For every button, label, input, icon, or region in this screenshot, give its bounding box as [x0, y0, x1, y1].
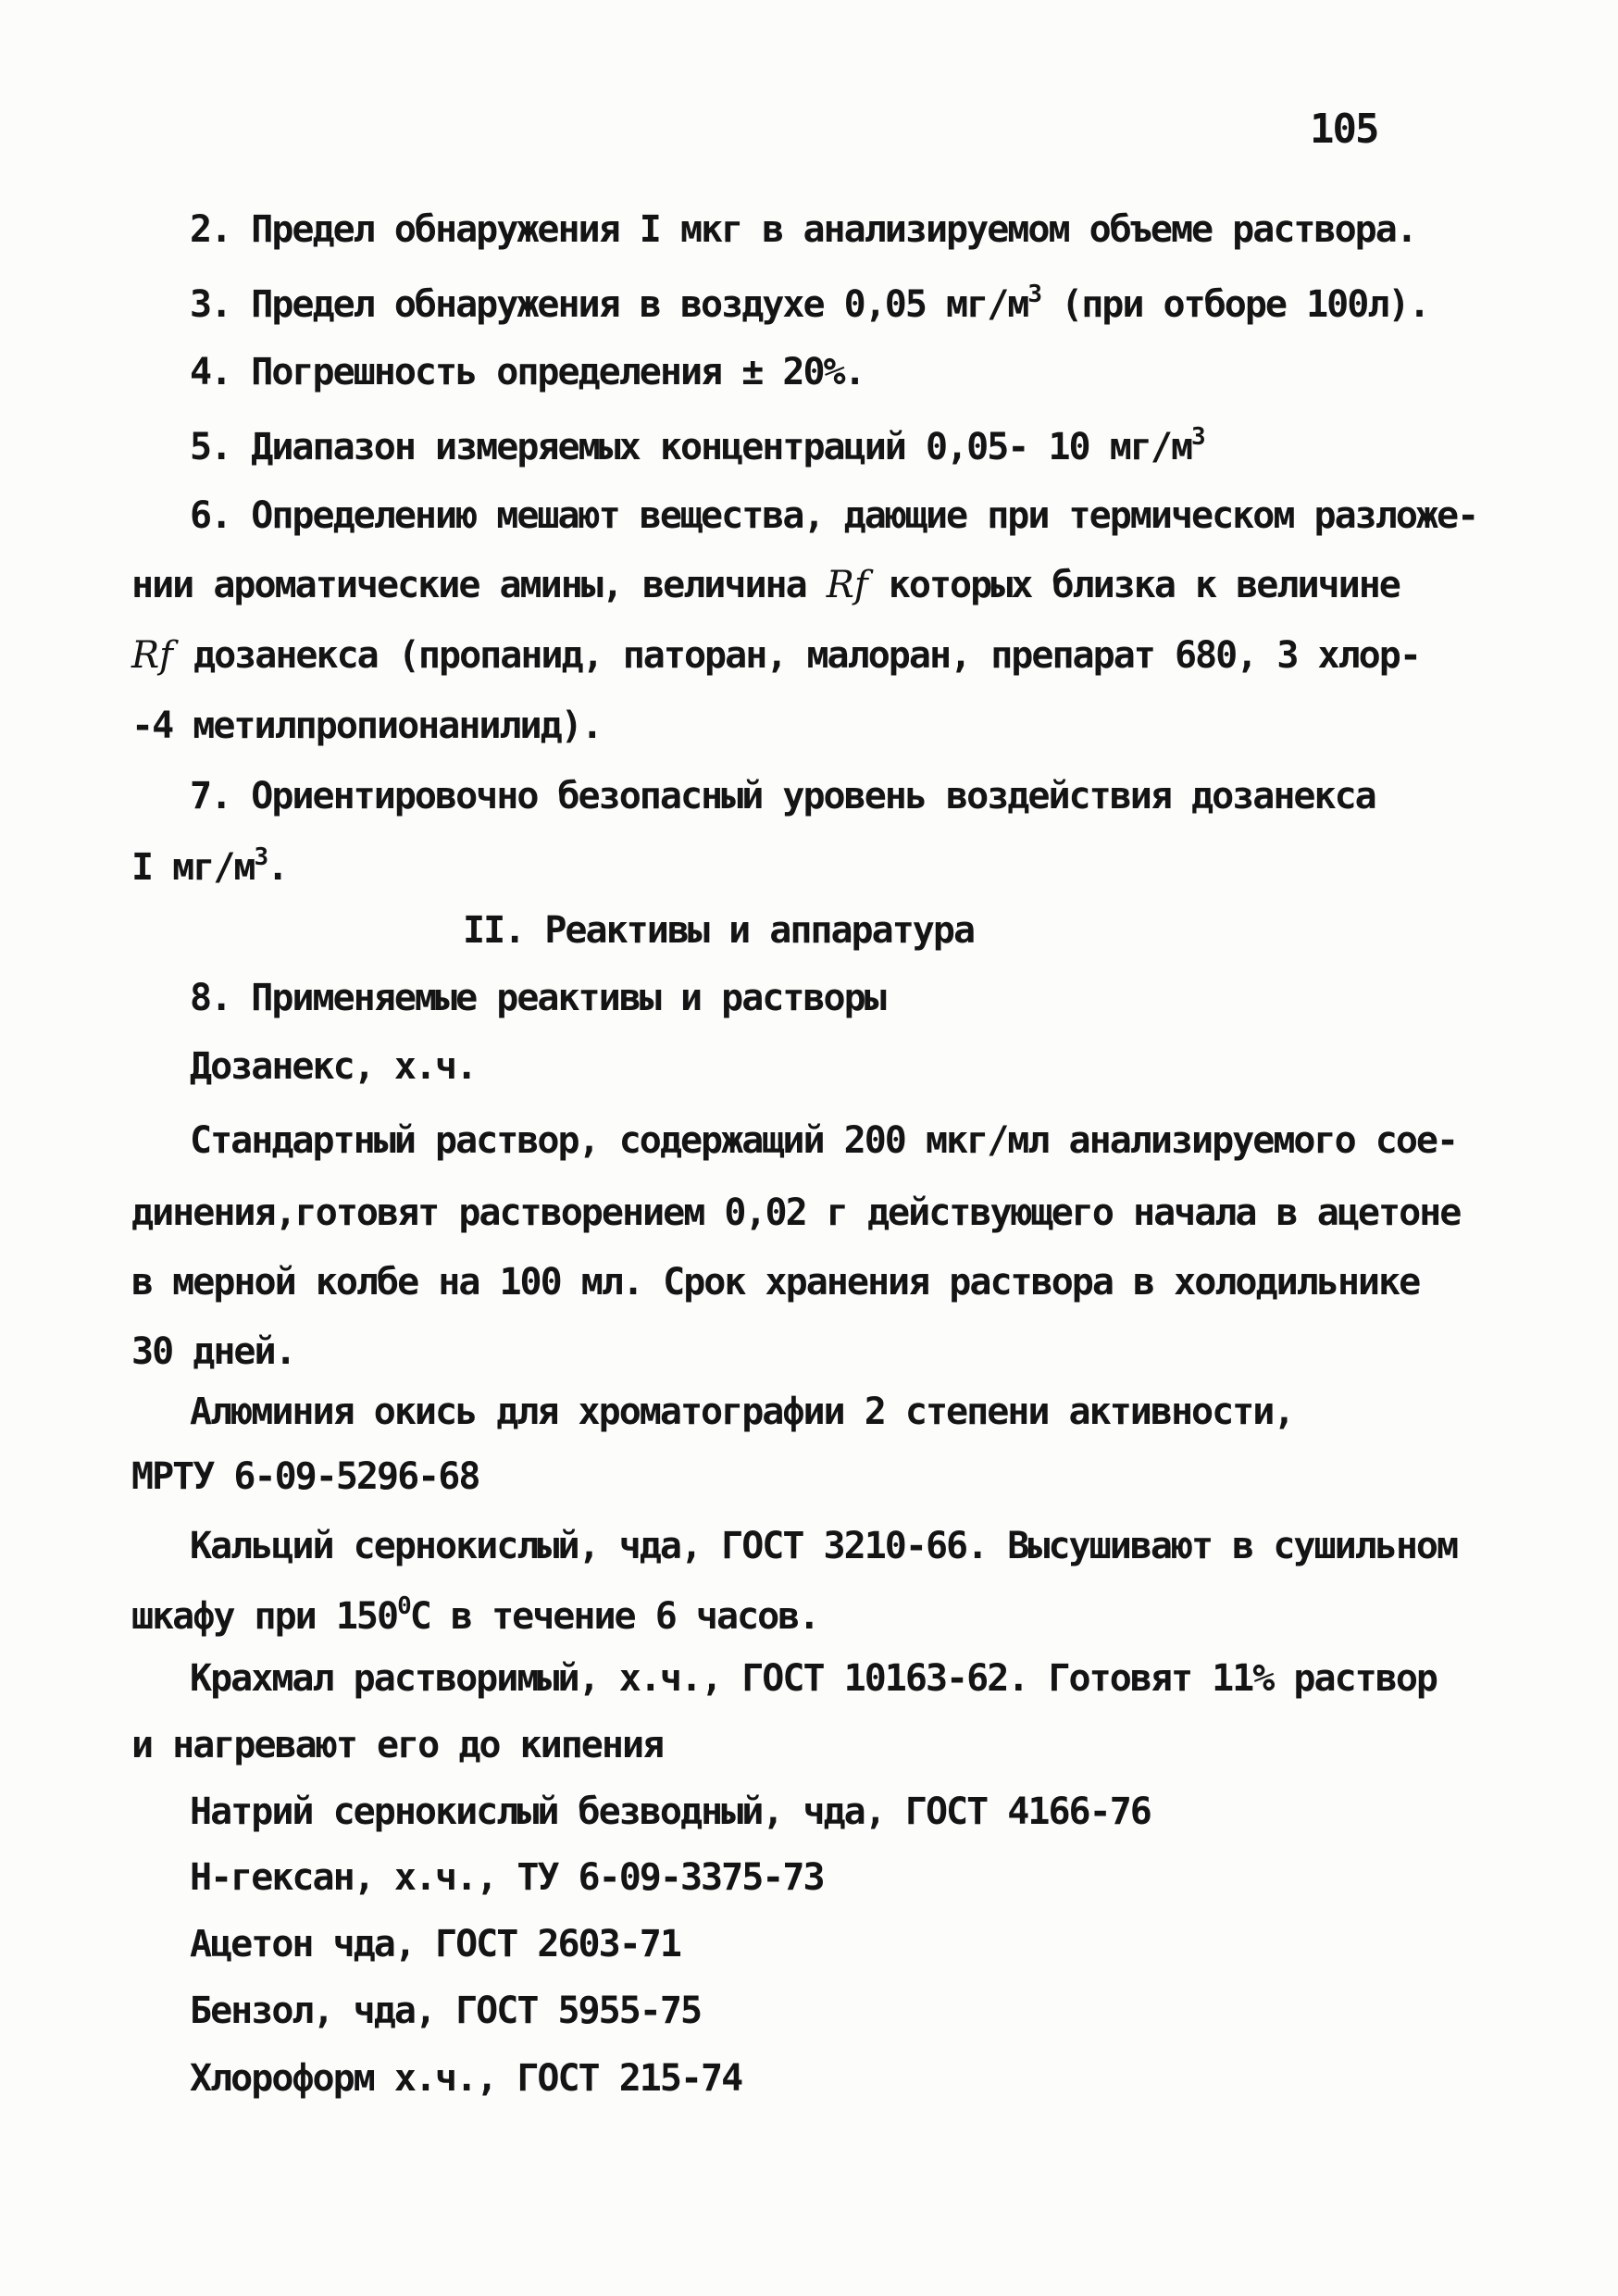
standard-solution-line-3: в мерной колбе на 100 мл. Срок хранения раствора в холодильнике — [131, 1261, 1420, 1304]
item-7-line-2: I $мг/м^3$. — [131, 843, 288, 889]
reagent-line: Хлороформ х.ч., ГОСТ 215-74 — [190, 2057, 742, 2100]
reagent-line: Кальций сернокислый, чда, ГОСТ 3210-66. Высушивают в сушильном — [190, 1525, 1458, 1567]
rf-symbol: Rf — [131, 634, 173, 677]
item-6-line-1: 6. Определению мешают вещества, дающие при термическом разложе- — [190, 494, 1478, 537]
reagent-line: Ацетон чда, ГОСТ 2603-71 — [190, 1923, 680, 1965]
item-4-line: 4. Погрешность определения ± 20%. — [190, 351, 865, 393]
reagent-line: Бензол, чда, ГОСТ 5955-75 — [190, 1990, 702, 2032]
rf-symbol: Rf — [826, 564, 868, 606]
standard-solution-line-4: 30 дней. — [131, 1330, 295, 1373]
page-number: 105 — [1310, 106, 1378, 153]
item-5-line: 5. Диапазон измеряемых концентраций 0,05- 10 $мг/м^3$ — [190, 423, 1204, 468]
reagent-line: и нагревают его до кипения — [131, 1724, 664, 1766]
reagent-line: Н-гексан, х.ч., ТУ 6-09-3375-73 — [190, 1856, 824, 1899]
section-heading: II. Реактивы и аппаратура — [463, 909, 975, 952]
reagent-line: шкафу при $150^0С$ в течение 6 часов. — [131, 1592, 819, 1638]
item-3-line: 3. Предел обнаружения в воздухе 0,05 $мг/м^3$ (при отборе 100л). — [190, 281, 1429, 326]
reagent-line: МРТУ 6-09-5296-68 — [131, 1455, 479, 1498]
reagent-line: Алюминия окись для хроматографии 2 степени активности, — [190, 1391, 1294, 1433]
item-6-line-4: -4 метилпропионанилид). — [131, 705, 602, 747]
standard-solution-line-2: динения,готовят растворением 0,02 г действующего начала в ацетоне — [131, 1192, 1461, 1234]
item-6-line-2: нии ароматические амины, величина Rf которых близка к величине — [131, 564, 1400, 606]
reagent-line: Дозанекс, х.ч. — [190, 1045, 477, 1088]
item-7-line-1: 7. Ориентировочно безопасный уровень воздействия дозанекса — [190, 775, 1375, 817]
item-6-line-3: Rf дозанекса (пропанид, паторан, малоран, препарат 680, 3 хлор- — [131, 634, 1420, 677]
reagent-line: Крахмал растворимый, х.ч., ГОСТ 10163-62. Готовят 11% раствор — [190, 1657, 1438, 1700]
item-8-heading: 8. Применяемые реактивы и растворы — [190, 977, 885, 1019]
item-2-line: 2. Предел обнаружения I мкг в анализируемом объеме раствора. — [190, 208, 1416, 251]
standard-solution-line-1: Стандартный раствор, содержащий 200 мкг/мл анализируемого сое- — [190, 1119, 1458, 1162]
reagent-line: Натрий сернокислый безводный, чда, ГОСТ 4166-76 — [190, 1791, 1151, 1833]
